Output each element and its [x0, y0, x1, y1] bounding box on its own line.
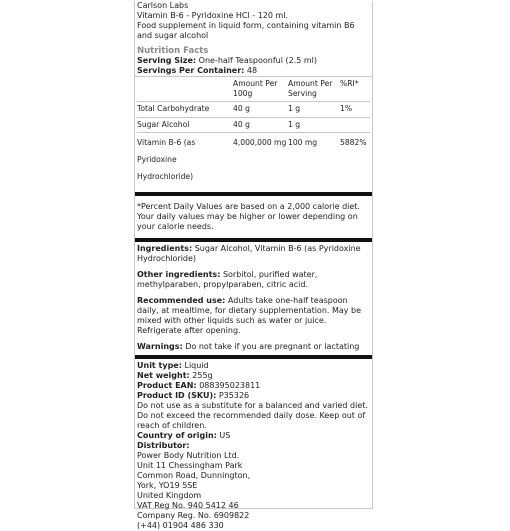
column-header-per-serving: Amount Per Serving [288, 77, 340, 102]
distributor-line: York, YO19 5SE [137, 481, 198, 490]
ingredients-value: Sugar Alcohol, Vitamin B-6 (as Pyridoxine Hydrochloride) [137, 244, 361, 263]
nutrient-ri [340, 117, 370, 133]
recommended-use-value: Adults take one-half teaspoon daily, at mealtime, for dietary supplementation. May be mixed with other liquids such as water or juice. Refrigerate after opening. [137, 296, 362, 335]
unit-type-label: Unit type: [137, 361, 182, 370]
supplement-label [134, 1, 373, 530]
nutrient-ri: 5882% [340, 138, 367, 147]
nutrition-facts-heading: Nutrition Facts [137, 46, 209, 56]
warnings [137, 342, 370, 352]
serving-size-label: Serving Size: [137, 56, 197, 65]
column-header [137, 77, 233, 102]
unit-type-value: Liquid [184, 361, 209, 370]
distributor-line: (+44) 01904 486 330 [137, 521, 224, 530]
warnings-label: Warnings: [137, 342, 183, 351]
product-ean-label: Product EAN: [137, 381, 197, 390]
country-of-origin [137, 431, 370, 441]
product-sku [137, 391, 370, 401]
nutrient-name: Vitamin B-6 (as Pyridoxine Hydrochloride) [137, 138, 196, 181]
country-of-origin-label: Country of origin: [137, 431, 217, 440]
servings-value: 48 [246, 66, 258, 75]
nutrient-per-100g: 40 g [233, 117, 288, 133]
nutrient-per-serving: 100 mg [288, 138, 318, 147]
nutrient-ri: 1% [340, 102, 370, 118]
nutrition-table [137, 77, 370, 188]
table-header-row [137, 77, 370, 102]
thick-divider [135, 192, 372, 196]
brand-name: Carlson Labs [137, 1, 189, 10]
distributor-line: Power Body Nutrition Ltd. [137, 451, 240, 460]
servings-label: Servings Per Container: [137, 66, 245, 75]
other-ingredients-label: Other ingredients: [137, 270, 221, 279]
product-description: Food supplement in liquid form, containing vitamin B6 and sugar alcohol [137, 21, 355, 40]
thick-divider [135, 355, 372, 359]
table-row [137, 102, 370, 118]
product-ean-value: 088395023811 [199, 381, 261, 390]
nutrient-name: Sugar Alcohol [137, 117, 233, 133]
product-sku-label: Product ID (SKU): [137, 391, 217, 400]
disclaimer: Do not use as a substitute for a balanced and varied diet. Do not exceed the recommended daily dose. Keep out of reach of children. [137, 401, 368, 430]
distributor-line: VAT Reg No. 940 5412 46 [137, 501, 239, 510]
distributor-line: Common Road, Dunnington, [137, 471, 251, 480]
nutrient-per-100g: 4,000,000 mg [233, 138, 287, 147]
column-header-per-100g: Amount Per 100g [233, 77, 288, 102]
distributor-label-text: Distributor: [137, 441, 190, 450]
product-ean [137, 381, 370, 391]
serving-size [137, 56, 370, 66]
serving-size-value: One-half Teaspoonful (2.5 ml) [198, 56, 318, 65]
column-header-ri: %RI* [340, 77, 370, 102]
distributor-line: Company Reg. No. 6909822 [137, 511, 250, 520]
net-weight [137, 371, 370, 381]
nutrient-name: Total Carbohydrate [137, 102, 233, 118]
country-of-origin-value: US [219, 431, 231, 440]
servings-per-container [137, 66, 370, 76]
net-weight-value: 255g [192, 371, 213, 380]
unit-type [137, 361, 370, 371]
nutrient-per-serving: 1 g [288, 102, 340, 118]
warnings-value: Do not take if you are pregnant or lactating [185, 342, 360, 351]
net-weight-label: Net weight: [137, 371, 190, 380]
product-name: Vitamin B-6 - Pyridoxine HCl - 120 ml. [137, 11, 289, 20]
table-row [137, 133, 370, 189]
thick-divider [135, 238, 372, 242]
footnote: *Percent Daily Values are based on a 2,000 calorie diet. Your daily values may be higher or lower depending on your calorie needs. [137, 202, 360, 231]
other-ingredients [137, 270, 370, 290]
recommended-use [137, 296, 370, 336]
nutrient-per-serving: 1 g [288, 117, 340, 133]
table-row [137, 117, 370, 133]
product-sku-value: P35326 [218, 391, 250, 400]
other-ingredients-value: Sorbitol, purified water, methylparaben, propylparaben, citric acid. [137, 270, 318, 289]
distributor-label [137, 441, 370, 451]
recommended-use-label: Recommended use: [137, 296, 226, 305]
ingredients-label: Ingredients: [137, 244, 193, 253]
nutrient-per-100g: 40 g [233, 102, 288, 118]
distributor-line: Unit 11 Chessingham Park [137, 461, 243, 470]
distributor-line: United Kingdom [137, 491, 202, 500]
ingredients [137, 244, 370, 264]
